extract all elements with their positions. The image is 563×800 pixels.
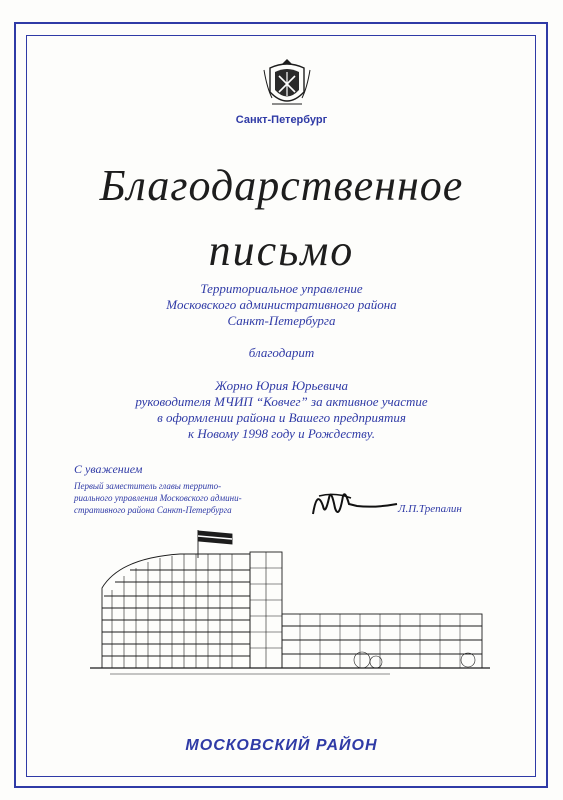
body-line: в оформлении района и Вашего предприятия [157, 410, 406, 425]
position-line: Первый заместитель главы террито- [74, 481, 222, 491]
position-line: риального управления Московского админи- [74, 493, 242, 503]
organization-line: Территориальное управление [200, 281, 363, 296]
signer-position [74, 480, 284, 516]
city-caption: Санкт-Петербург [235, 114, 328, 126]
thanks-word: благодарит [248, 345, 315, 360]
signer-name: Л.П.Трепалин [398, 503, 462, 515]
regards-text: С уважением [74, 462, 143, 476]
coat-of-arms-emblem [262, 58, 312, 114]
position-line: стративного района Санкт-Петербурга [74, 505, 232, 515]
district-caption: МОСКОВСКИЙ РАЙОН [185, 737, 378, 754]
body-line: руководителя МЧИП “Ковчег” за активное участие [135, 394, 428, 409]
body-text [0, 378, 563, 442]
organization-block [0, 281, 563, 329]
building-illustration [90, 528, 490, 678]
handwritten-signature [305, 484, 405, 524]
body-line: Жорно Юрия Юрьевича [214, 378, 349, 393]
title-line-2: письмо [208, 226, 355, 275]
title-line-1: Благодарственное [99, 161, 464, 210]
body-line: к Новому 1998 году и Рождеству. [188, 426, 375, 441]
organization-line: Московского административного района [166, 297, 397, 312]
organization-line: Санкт-Петербурга [227, 313, 336, 328]
